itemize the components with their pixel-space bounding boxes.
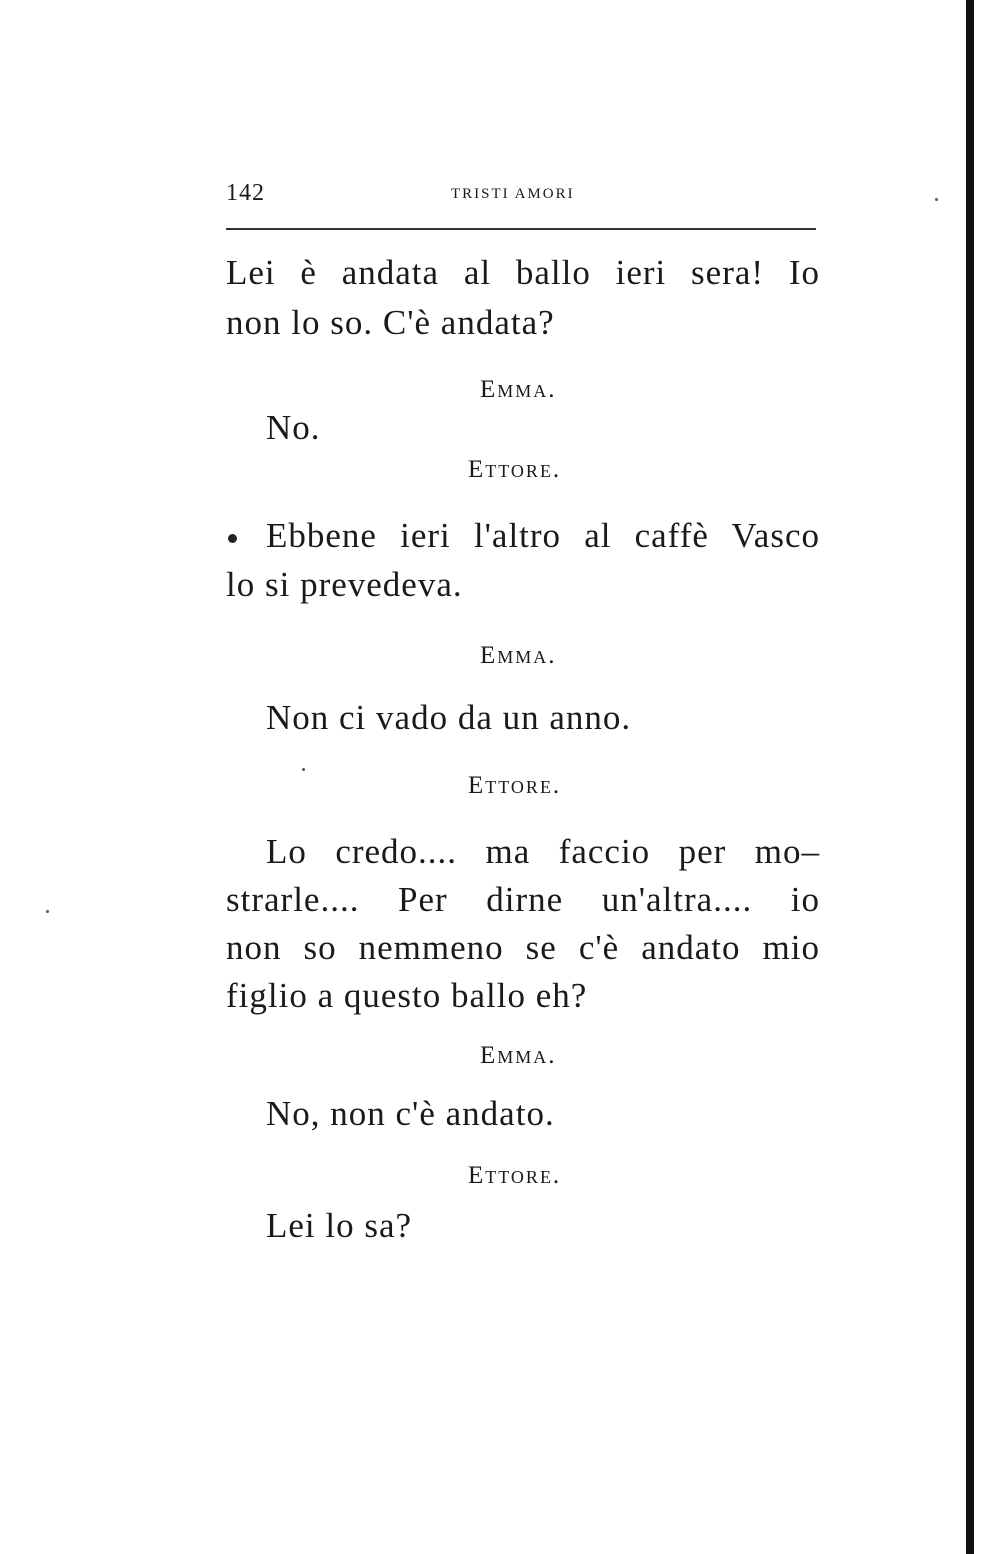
running-header: [226, 180, 816, 210]
speaker-name: Emma.: [480, 376, 557, 403]
page-edge-shadow: [966, 0, 974, 1554]
speaker-name: Ettore.: [468, 456, 562, 483]
page-number: 142: [226, 180, 265, 206]
ink-speck: [302, 768, 305, 771]
text-line: No.: [266, 408, 321, 447]
speaker-name: Emma.: [480, 642, 557, 669]
ink-speck: [935, 198, 938, 201]
text-line: lo si prevedeva.: [226, 565, 463, 604]
ink-mark: [228, 534, 237, 543]
text-line: non lo so. C'è andata?: [226, 303, 555, 342]
text-line: figlio a questo ballo eh?: [226, 976, 588, 1015]
text-line: Lei è andata al ballo ieri sera! Io: [226, 253, 820, 292]
text-line: Lei lo sa?: [266, 1206, 413, 1245]
text-line: strarle.... Per dirne un'altra.... io: [226, 880, 820, 919]
speaker-name: Ettore.: [468, 1162, 562, 1189]
text-line: Non ci vado da un anno.: [266, 698, 632, 737]
speaker-name: Ettore.: [468, 772, 562, 799]
speaker-name: Emma.: [480, 1042, 557, 1069]
text-line: No, non c'è andato.: [266, 1094, 555, 1133]
running-title: TRISTI AMORI: [451, 186, 575, 202]
ink-speck: [46, 910, 49, 913]
text-line: Ebbene ieri l'altro al caffè Vasco: [266, 516, 820, 555]
text-line: non so nemmeno se c'è andato mio: [226, 928, 820, 967]
text-line: Lo credo.... ma faccio per mo–: [266, 832, 820, 871]
header-rule: [226, 228, 816, 230]
